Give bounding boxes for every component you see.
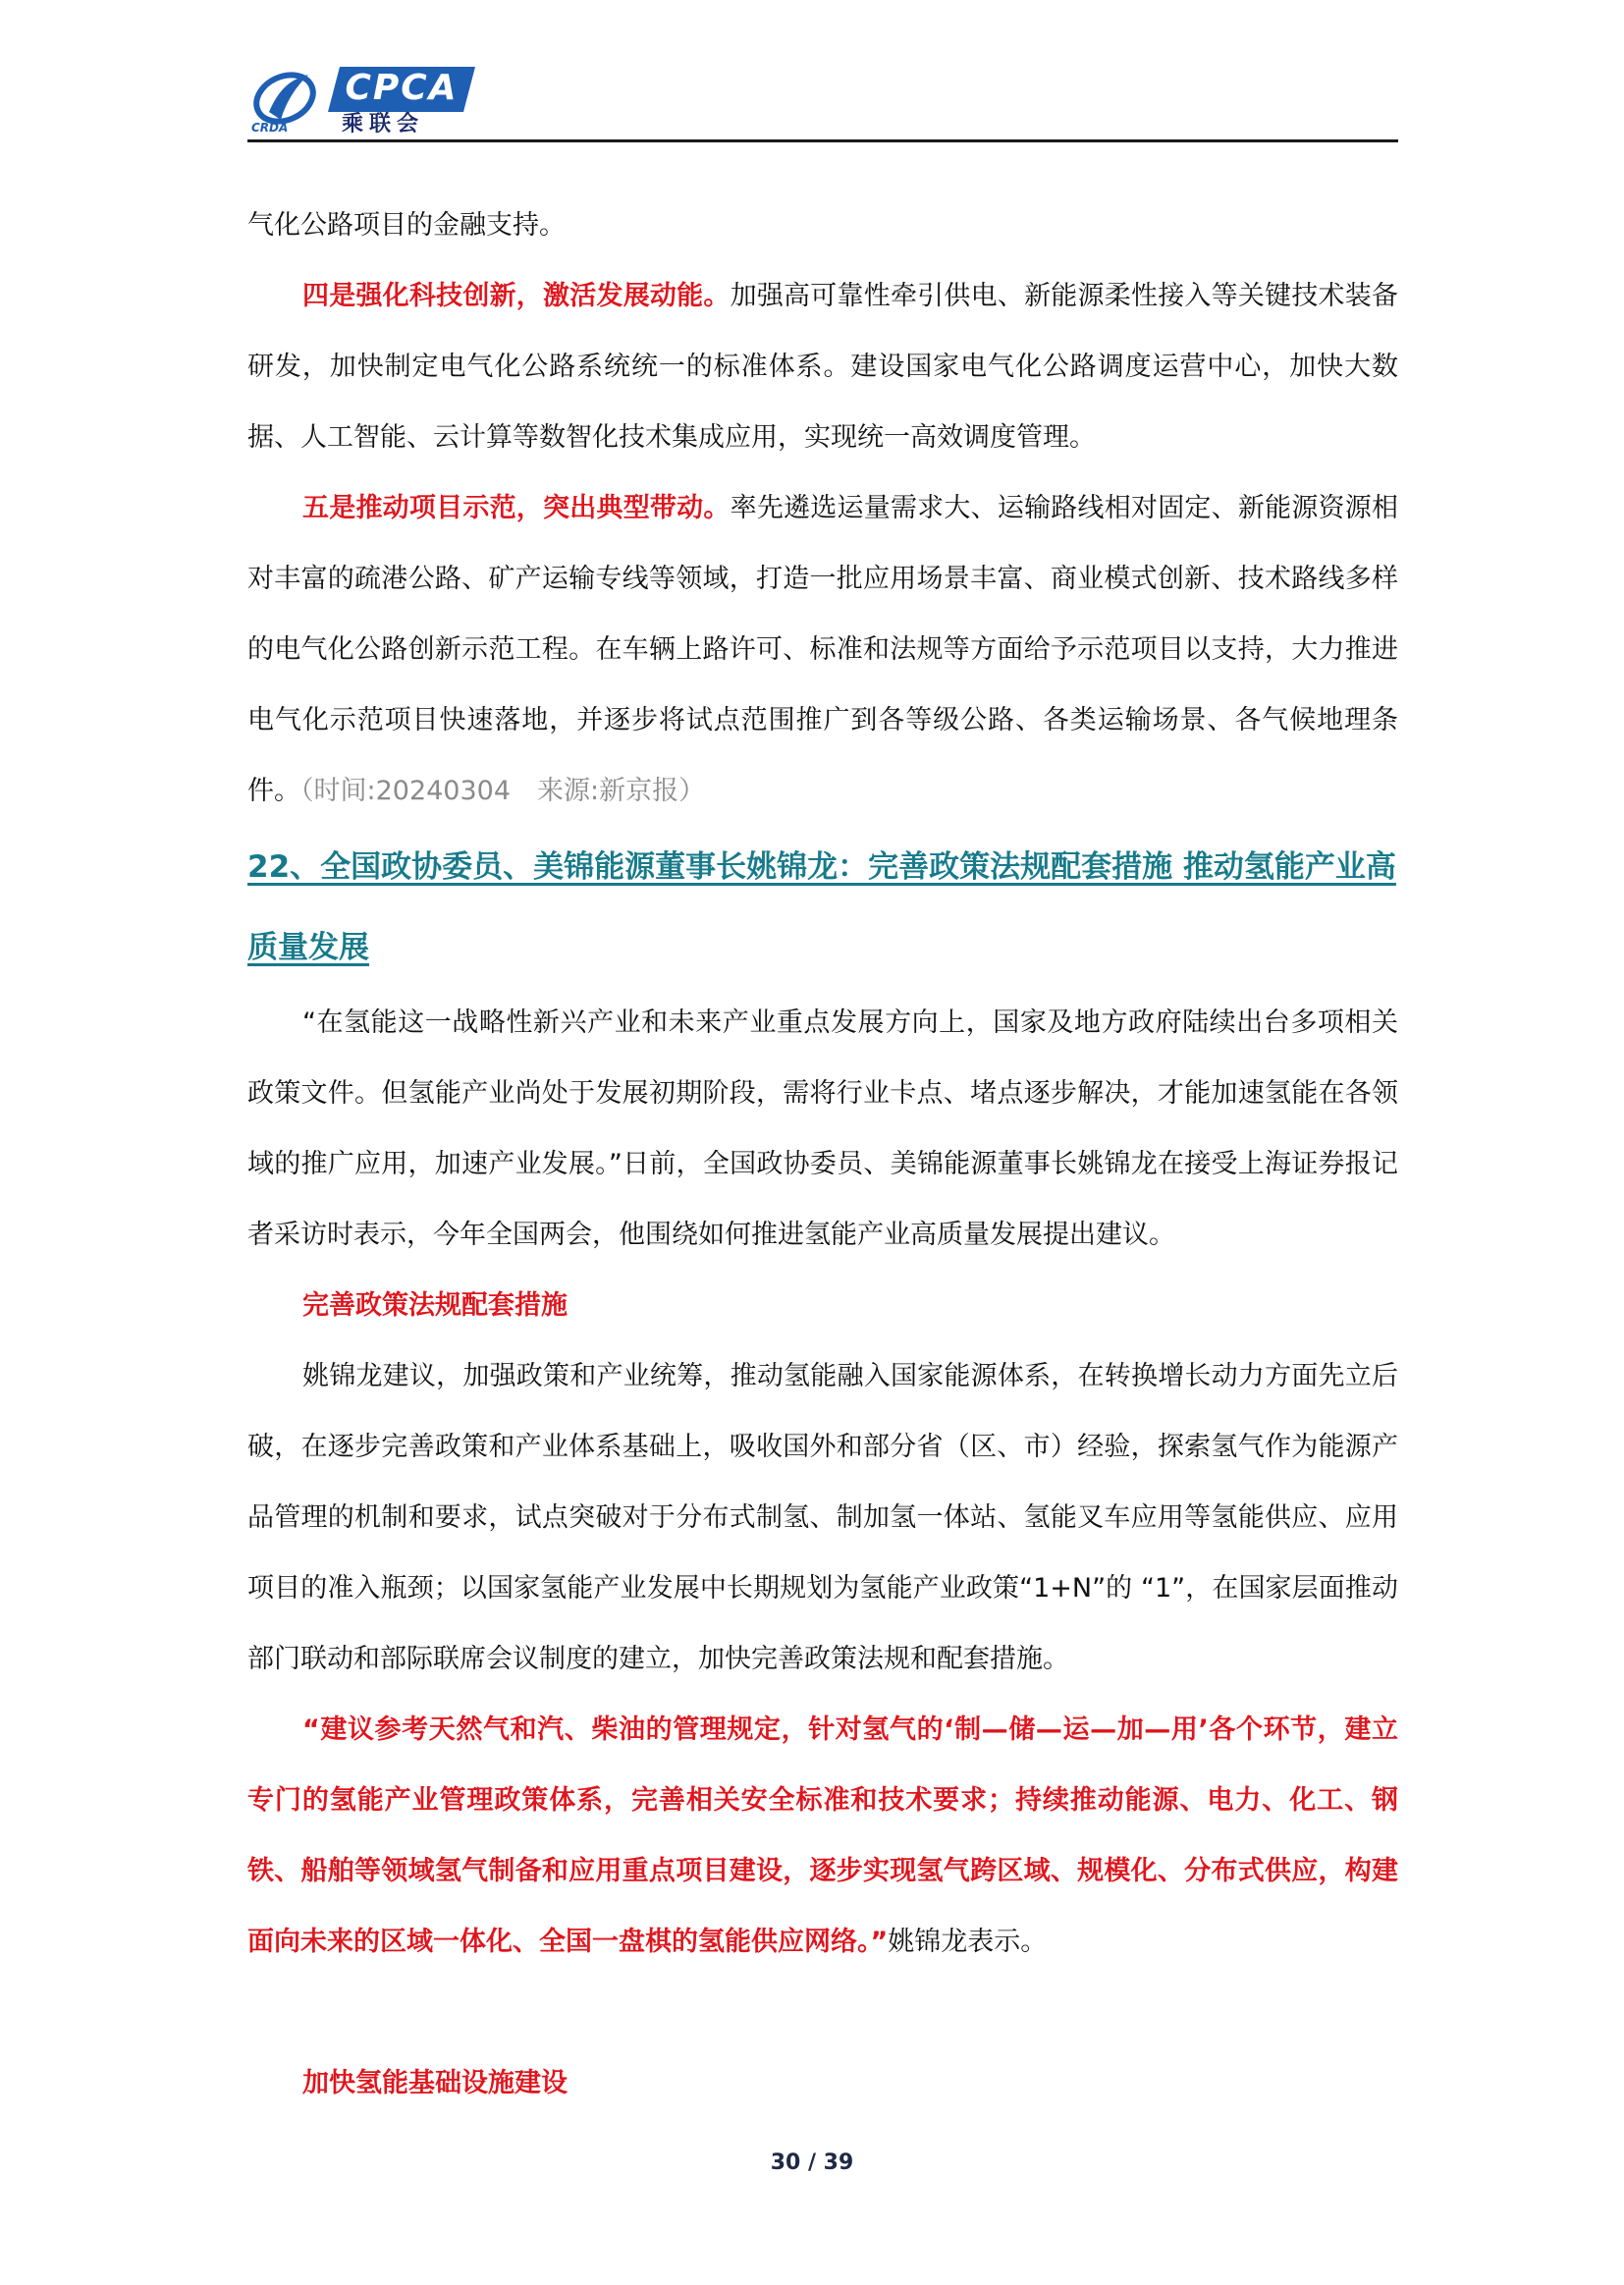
header-rule xyxy=(247,139,1398,142)
subhead-infrastructure: 加快氢能基础设施建设 xyxy=(302,2068,568,2098)
section-22-title[interactable]: 22、全国政协委员、美锦能源董事长姚锦龙：完善政策法规配套措施 推动氢能产业高质量发展 xyxy=(247,849,1396,965)
quote-red: “建议参考天然气和汽、柴油的管理规定，针对氢气的‘制—储—运—加—用’各个环节，建立专门的氢能产业管理政策体系，完善相关安全标准和技术要求；持续推动能源、电力、化工、钢铁、船舶等领域氢气制备和应用重点项目建设，逐步实现氢气跨区域、规模化、分布式供应，构建面向未来的区域一体化、全国一盘棋的氢能供应网络。” xyxy=(247,1714,1398,1957)
point5-paragraph xyxy=(247,473,1398,827)
cpca-logo-subtitle: 乘联会 xyxy=(342,112,425,136)
point5-source: （时间:20240304 来源:新京报） xyxy=(300,776,706,806)
point5-lead: 五是推动项目示范，突出典型带动。 xyxy=(302,493,731,523)
cpca-logo-mark-icon xyxy=(247,65,326,134)
cpca-logo-badge xyxy=(328,67,475,112)
point4-paragraph xyxy=(247,261,1398,473)
cpca-logo-text: CPCA xyxy=(345,68,459,108)
point4-lead: 四是强化科技创新，激活发展动能。 xyxy=(302,281,731,311)
page-content xyxy=(247,190,1398,2119)
spacer xyxy=(247,1978,1398,2048)
point4-text: 加强高可靠性牵引供电、新能源柔性接入等关键技术装备研发，加快制定电气化公路系统统一的标准体系。建设国家电气化公路调度运营中心，加快大数据、人工智能、云计算等数智化技术集成应用，实现统一高效调度管理。 xyxy=(247,281,1399,453)
intro-paragraph: “在氢能这一战略性新兴产业和未来产业重点发展方向上，国家及地方政府陆续出台多项相关政策文件。但氢能产业尚处于发展初期阶段，需将行业卡点、堵点逐步解决，才能加速氢能在各领域的推广应用，加速产业发展。”日前，全国政协委员、美锦能源董事长姚锦龙在接受上海证券报记者采访时表示，今年全国两会，他围绕如何推进氢能产业高质量发展提出建议。 xyxy=(247,1007,1398,1250)
subhead-policy: 完善政策法规配套措施 xyxy=(302,1290,568,1321)
policy-paragraph: 姚锦龙建议，加强政策和产业统筹，推动氢能融入国家能源体系，在转换增长动力方面先立后破，在逐步完善政策和产业体系基础上，吸收国外和部分省（区、市）经验，探索氢气作为能源产品管理的机制和要求，试点突破对于分布式制氢、制加氢一体站、氢能叉车应用等氢能供应、应用项目的准入瓶颈；以国家氢能产业发展中长期规划为氢能产业政策“1+N”的 “1”，在国家层面推动部门联动和部际联席会议制度的建立，加快完善政策法规和配套措施。 xyxy=(247,1361,1398,1674)
page-number: 30 / 39 xyxy=(770,2150,854,2175)
page-header xyxy=(247,57,1398,141)
svg-text:CRDA: CRDA xyxy=(251,121,289,134)
point5-text: 率先遴选运量需求大、运输路线相对固定、新能源资源相对丰富的疏港公路、矿产运输专线等领域，打造一批应用场景丰富、商业模式创新、技术路线多样的电气化公路创新示范工程。在车辆上路许可、标准和法规等方面给予示范项目以支持，大力推进电气化示范项目快速落地，并逐步将试点范围推广到各等级公路、各类运输场景、各气候地理条件。 xyxy=(247,493,1399,806)
quote-tail: 姚锦龙表示。 xyxy=(888,1927,1048,1957)
continuation-paragraph: 气化公路项目的金融支持。 xyxy=(247,210,566,241)
quote-paragraph xyxy=(247,1695,1398,1978)
